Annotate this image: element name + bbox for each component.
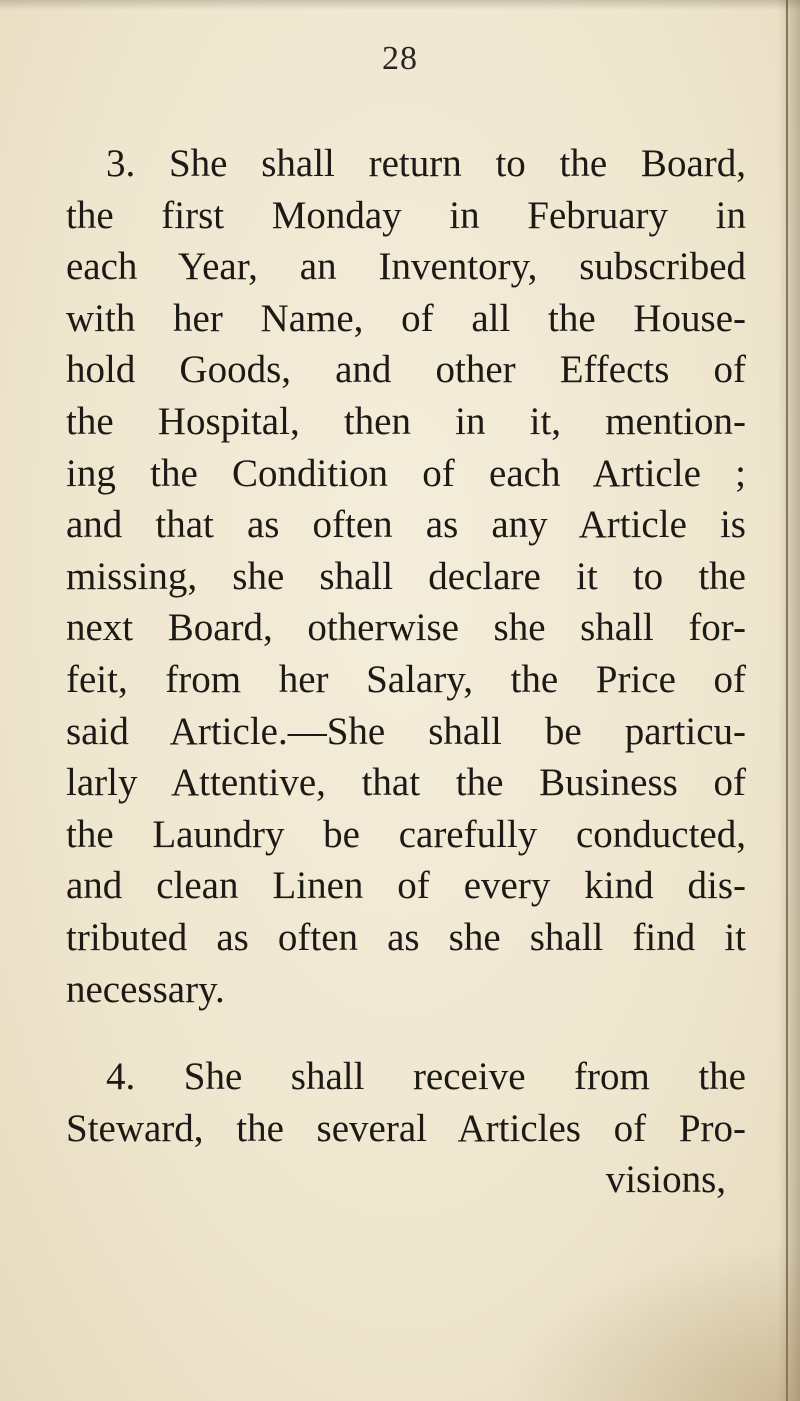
- text-line: feit, from her Salary, the Price of: [66, 657, 746, 701]
- text-line: tributed as often as she shall find it: [66, 915, 746, 959]
- text-line: necessary.: [66, 967, 225, 1011]
- text-line: and clean Linen of every kind dis-: [66, 864, 746, 908]
- text-line: the first Monday in February in: [66, 193, 746, 237]
- text-line: Steward, the several Articles of Pro-: [66, 1106, 746, 1150]
- text-line: ing the Condition of each Article ;: [66, 451, 746, 495]
- text-line: the Laundry be carefully conducted,: [66, 812, 746, 856]
- text-line: with her Name, of all the House-: [66, 296, 746, 340]
- text-line: larly Attentive, that the Business of: [66, 761, 746, 805]
- page-binding-edge: [786, 0, 788, 1401]
- page-right-shadow: [778, 0, 800, 1401]
- text-line: hold Goods, and other Effects of: [66, 348, 746, 392]
- paper-stain: [500, 1241, 800, 1401]
- text-line: 3. She shall return to the Board,: [106, 142, 746, 185]
- text-line: next Board, otherwise she shall for-: [66, 606, 746, 650]
- text-line: each Year, an Inventory, subscribed: [66, 245, 746, 289]
- body-text: [66, 138, 746, 1206]
- text-line: and that as often as any Article is: [66, 503, 746, 547]
- text-line: 4. She shall receive from the: [106, 1055, 746, 1099]
- page-number: 28: [382, 40, 418, 77]
- catchword: visions,: [605, 1158, 726, 1202]
- text-line: said Article.—She shall be particu-: [66, 709, 746, 753]
- page-top-shadow: [0, 0, 800, 10]
- text-line: missing, she shall declare it to the: [66, 554, 746, 598]
- paragraph-gap: [66, 1015, 746, 1051]
- text-line: the Hospital, then in it, mention-: [66, 399, 746, 443]
